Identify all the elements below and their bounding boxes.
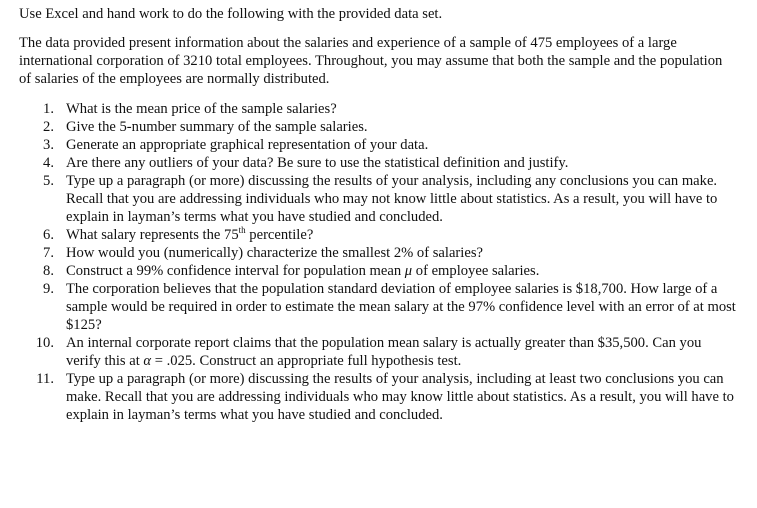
superscript: th	[238, 225, 246, 236]
question-text	[66, 245, 483, 261]
question-text-run: Give the 5-number summary of the sample salaries.	[66, 119, 368, 135]
question-text	[66, 371, 734, 423]
document-page	[19, 5, 737, 424]
question-text-run: An internal corporate report claims that the population mean salary is actually greater than $35,500. Can you verify this at	[66, 335, 702, 369]
question-number: 5.	[43, 173, 54, 189]
question-text	[66, 155, 568, 171]
question-number: 11.	[36, 371, 54, 387]
question-item	[19, 118, 737, 136]
question-text-run: How would you (numerically) characterize the smallest 2% of salaries?	[66, 245, 483, 261]
question-item	[19, 280, 737, 334]
question-text	[66, 263, 539, 279]
question-number: 9.	[43, 281, 54, 297]
question-number: 4.	[43, 155, 54, 171]
question-item	[19, 244, 737, 262]
question-text	[66, 335, 701, 369]
question-text-run: What salary represents the 75	[66, 227, 239, 243]
question-item	[19, 262, 737, 280]
question-item	[19, 136, 737, 154]
question-number: 2.	[43, 119, 54, 135]
question-text	[66, 137, 428, 153]
question-list	[19, 100, 737, 424]
question-number: 1.	[43, 101, 54, 117]
question-text-run: = .025. Construct an appropriate full hypothesis test.	[151, 353, 462, 369]
question-text-run: of employee salaries.	[412, 263, 540, 279]
question-text	[66, 227, 313, 243]
instructions-line: Use Excel and hand work to do the following with the provided data set.	[19, 6, 443, 22]
question-item	[19, 172, 737, 226]
question-text	[66, 281, 736, 333]
question-item	[19, 226, 737, 244]
question-text-run: The corporation believes that the population standard deviation of employee salaries is $18,700. How large of a sample would be required in order to estimate the mean salary at the 97% confidence level with an error of at most $125?	[66, 281, 736, 333]
question-text-run: percentile?	[245, 227, 314, 243]
question-text-run: Are there any outliers of your data? Be sure to use the statistical definition and justify.	[66, 155, 569, 171]
question-text-run: Type up a paragraph (or more) discussing the results of your analysis, including at least two conclusions you can make. Recall that you are addressing individuals who may know little about statistics. As a result, you will have to explain in layman’s terms what you have studied and concluded.	[66, 371, 734, 423]
question-number: 8.	[43, 263, 54, 279]
question-number: 7.	[43, 245, 54, 261]
question-text-run: Construct a 99% confidence interval for population mean	[66, 263, 405, 279]
math-symbol: α	[143, 353, 152, 369]
question-number: 6.	[43, 227, 54, 243]
question-number: 10.	[35, 335, 54, 351]
question-number: 3.	[43, 137, 54, 153]
question-text-run: Generate an appropriate graphical representation of your data.	[66, 137, 429, 153]
question-item	[19, 334, 737, 370]
data-description-paragraph: The data provided present information about the salaries and experience of a sample of 475 employees of a large international corporation of 3210 total employees. Throughout, you may assume that both the sample and the population of salaries of the employees are normally distributed.	[19, 35, 723, 87]
question-item	[19, 370, 737, 424]
question-text	[66, 119, 368, 135]
question-text	[66, 173, 717, 225]
question-item	[19, 100, 737, 118]
question-text	[66, 101, 337, 117]
math-symbol: μ	[404, 263, 413, 279]
question-item	[19, 154, 737, 172]
question-text-run: Type up a paragraph (or more) discussing the results of your analysis, including any conclusions you can make. Recall that you are addressing individuals who may not know little about statistics. As a result, you will have to explain in layman’s terms what you have studied and concluded.	[66, 173, 718, 225]
question-text-run: What is the mean price of the sample salaries?	[66, 101, 337, 117]
